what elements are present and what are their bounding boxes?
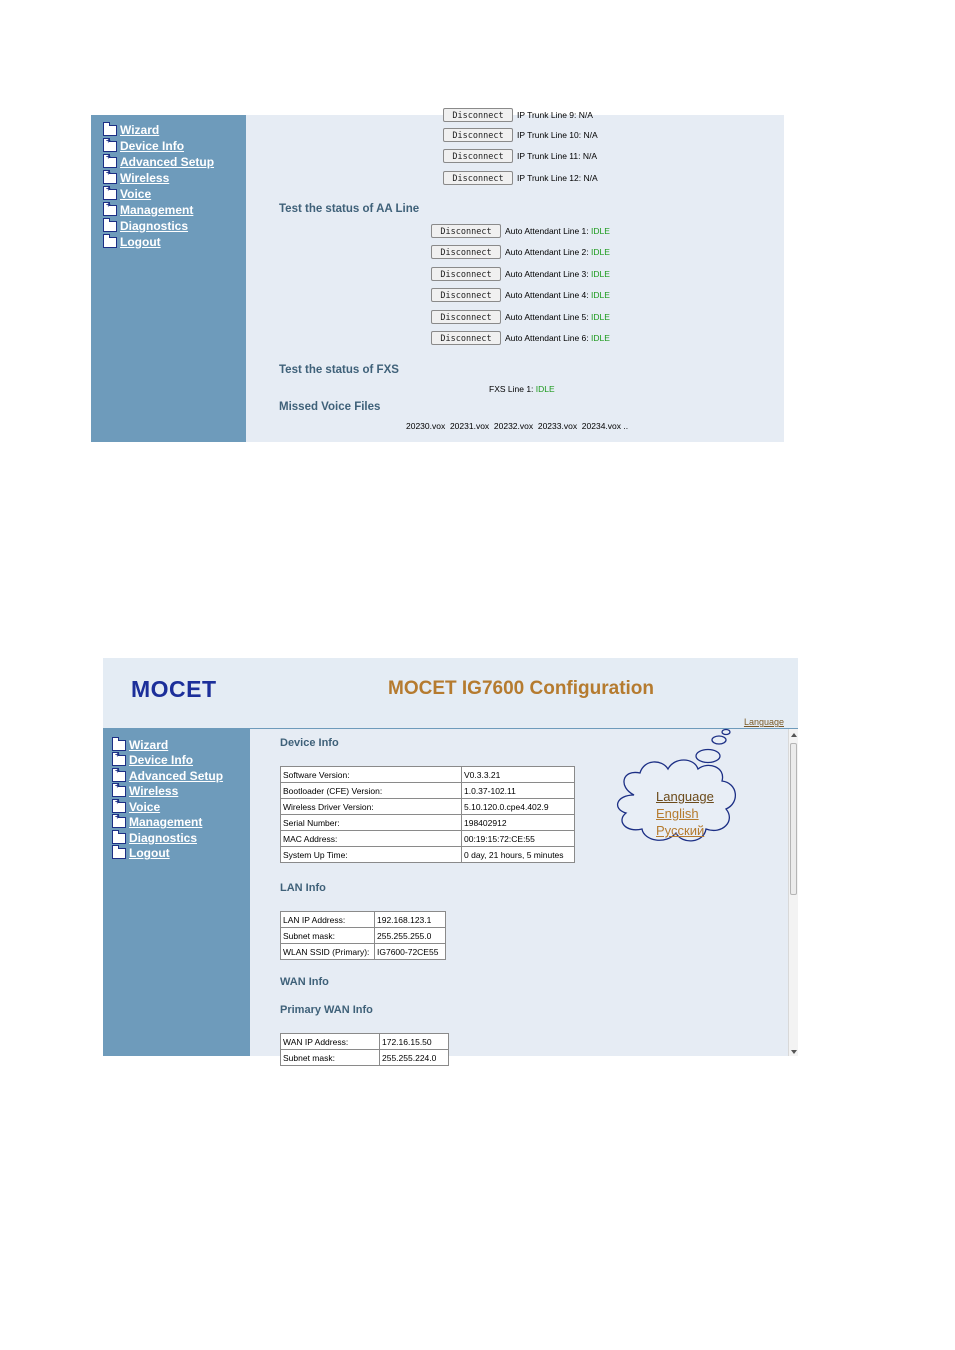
content-area bbox=[246, 110, 784, 442]
folder-plus-icon bbox=[103, 157, 117, 168]
sidebar-item-wireless[interactable] bbox=[103, 170, 214, 186]
sidebar bbox=[103, 729, 250, 1056]
sidebar-item-label[interactable]: Device Info bbox=[129, 753, 194, 768]
table-row bbox=[281, 847, 575, 863]
aa-line-label: Auto Attendant Line 1: IDLE bbox=[505, 226, 610, 236]
sidebar-item-label[interactable]: Advanced Setup bbox=[129, 768, 224, 783]
folder-icon bbox=[112, 848, 126, 859]
table-cell-label: LAN IP Address: bbox=[281, 912, 375, 928]
table-cell-value: 0 day, 21 hours, 5 minutes bbox=[462, 847, 575, 863]
table-row bbox=[281, 831, 575, 847]
folder-icon bbox=[103, 125, 117, 136]
sidebar-item-label[interactable]: Diagnostics bbox=[129, 830, 198, 845]
sidebar-item-label[interactable]: Management bbox=[120, 203, 194, 217]
language-option-russian[interactable]: Русский bbox=[656, 823, 705, 838]
ip-trunk-line-label: IP Trunk Line 11: N/A bbox=[517, 151, 598, 161]
disconnect-button[interactable]: Disconnect bbox=[431, 267, 501, 281]
disconnect-button[interactable]: Disconnect bbox=[443, 128, 513, 142]
sidebar-item-voice[interactable] bbox=[112, 799, 223, 815]
disconnect-button[interactable]: Disconnect bbox=[431, 224, 501, 238]
sidebar-item-advanced-setup[interactable] bbox=[112, 768, 223, 784]
wan-info-table bbox=[280, 1033, 449, 1066]
table-cell-label: WLAN SSID (Primary): bbox=[281, 944, 375, 960]
language-option-english[interactable]: English bbox=[656, 806, 699, 821]
scroll-thumb[interactable] bbox=[790, 743, 797, 895]
folder-plus-icon bbox=[103, 141, 117, 152]
table-row bbox=[281, 767, 575, 783]
sidebar-item-label[interactable]: Logout bbox=[120, 235, 161, 249]
table-cell-label: Bootloader (CFE) Version: bbox=[281, 783, 462, 799]
sidebar-item-advanced-setup[interactable] bbox=[103, 154, 214, 170]
folder-plus-icon bbox=[112, 786, 126, 797]
disconnect-button[interactable]: Disconnect bbox=[443, 171, 513, 185]
sidebar-item-label[interactable]: Wizard bbox=[120, 123, 160, 137]
sidebar-item-logout[interactable] bbox=[103, 234, 214, 250]
status-text: IDLE bbox=[591, 333, 610, 343]
language-link[interactable]: Language bbox=[743, 717, 784, 727]
folder-icon bbox=[112, 740, 126, 751]
sidebar-item-logout[interactable] bbox=[112, 846, 223, 862]
status-text: IDLE bbox=[591, 290, 610, 300]
table-row bbox=[281, 912, 446, 928]
sidebar-item-label[interactable]: Logout bbox=[129, 846, 170, 861]
table-cell-value: 172.16.15.50 bbox=[380, 1034, 449, 1050]
sidebar-item-label[interactable]: Wizard bbox=[129, 737, 169, 752]
status-text: IDLE bbox=[591, 226, 610, 236]
table-cell-value: IG7600-72CE55 bbox=[375, 944, 446, 960]
aa-line-label: Auto Attendant Line 4: IDLE bbox=[505, 290, 610, 300]
ip-trunk-line-label: IP Trunk Line 12: N/A bbox=[517, 173, 598, 183]
ip-trunk-line-label: IP Trunk Line 9: N/A bbox=[517, 110, 593, 120]
sidebar-item-wizard[interactable] bbox=[103, 122, 214, 138]
table-cell-value: 255.255.255.0 bbox=[375, 928, 446, 944]
wan-info-title: WAN Info bbox=[280, 976, 329, 988]
table-cell-value: 192.168.123.1 bbox=[375, 912, 446, 928]
lan-info-table bbox=[280, 911, 446, 960]
scroll-down-icon[interactable] bbox=[791, 1050, 797, 1054]
header bbox=[103, 658, 798, 728]
fxs-line-label: FXS Line 1: IDLE bbox=[489, 384, 555, 394]
logo: MOCET bbox=[131, 676, 217, 702]
folder-plus-icon bbox=[103, 205, 117, 216]
missed-voice-files-title: Missed Voice Files bbox=[279, 401, 381, 413]
table-row bbox=[281, 799, 575, 815]
folder-plus-icon bbox=[112, 817, 126, 828]
sidebar-item-label[interactable]: Wireless bbox=[120, 171, 170, 185]
cloud-bubble bbox=[722, 730, 730, 735]
status-text: IDLE bbox=[591, 269, 610, 279]
table-cell-label: Wireless Driver Version: bbox=[281, 799, 462, 815]
sidebar-item-management[interactable] bbox=[103, 202, 214, 218]
table-cell-value: 255.255.224.0 bbox=[380, 1050, 449, 1066]
voice-status-screenshot bbox=[91, 110, 784, 442]
sidebar-item-diagnostics[interactable] bbox=[112, 830, 223, 846]
sidebar-item-wireless[interactable] bbox=[112, 784, 223, 800]
fxs-title: Test the status of FXS bbox=[279, 364, 399, 376]
table-cell-label: System Up Time: bbox=[281, 847, 462, 863]
table-row bbox=[281, 1050, 449, 1066]
folder-icon bbox=[103, 221, 117, 232]
device-info-title: Device Info bbox=[280, 737, 339, 749]
aa-line-label: Auto Attendant Line 2: IDLE bbox=[505, 247, 610, 257]
folder-plus-icon bbox=[112, 771, 126, 782]
disconnect-button[interactable]: Disconnect bbox=[431, 310, 501, 324]
table-cell-label: Serial Number: bbox=[281, 815, 462, 831]
disconnect-button[interactable]: Disconnect bbox=[431, 245, 501, 259]
sidebar-item-wizard[interactable] bbox=[112, 737, 223, 753]
folder-plus-icon bbox=[112, 802, 126, 813]
aa-line-label: Auto Attendant Line 3: IDLE bbox=[505, 269, 610, 279]
sidebar-item-device-info[interactable] bbox=[112, 753, 223, 769]
disconnect-button[interactable]: Disconnect bbox=[431, 288, 501, 302]
missed-files-list: 20230.vox 20231.vox 20232.vox 20233.vox 20234.vox .. bbox=[406, 421, 629, 431]
table-cell-value: 1.0.37-102.11 bbox=[462, 783, 575, 799]
sidebar-item-label[interactable]: Advanced Setup bbox=[120, 155, 215, 169]
sidebar-item-label[interactable]: Voice bbox=[120, 187, 152, 201]
sidebar-item-management[interactable] bbox=[112, 815, 223, 831]
table-cell-label: Software Version: bbox=[281, 767, 462, 783]
disconnect-button[interactable]: Disconnect bbox=[443, 108, 513, 122]
table-row bbox=[281, 783, 575, 799]
aa-line-label: Auto Attendant Line 6: IDLE bbox=[505, 333, 610, 343]
primary-wan-info-title: Primary WAN Info bbox=[280, 1004, 373, 1016]
cloud-bubble bbox=[696, 750, 720, 763]
sidebar-item-diagnostics[interactable] bbox=[103, 218, 214, 234]
scroll-up-icon[interactable] bbox=[791, 733, 797, 737]
folder-plus-icon bbox=[112, 755, 126, 766]
table-row bbox=[281, 944, 446, 960]
table-cell-label: WAN IP Address: bbox=[281, 1034, 380, 1050]
sidebar-item-label[interactable]: Device Info bbox=[120, 139, 185, 153]
device-info-screenshot bbox=[103, 658, 798, 1063]
table-cell-value: 5.10.120.0.cpe4.402.9 bbox=[462, 799, 575, 815]
table-cell-label: Subnet mask: bbox=[281, 1050, 380, 1066]
table-cell-value: 00:19:15:72:CE:55 bbox=[462, 831, 575, 847]
language-selector bbox=[656, 788, 714, 839]
table-cell-value: 198402912 bbox=[462, 815, 575, 831]
page-title: MOCET IG7600 Configuration bbox=[388, 678, 655, 699]
sidebar-item-device-info[interactable] bbox=[103, 138, 214, 154]
sidebar-nav bbox=[103, 122, 214, 250]
folder-icon bbox=[103, 237, 117, 248]
status-text: IDLE bbox=[535, 384, 555, 394]
folder-plus-icon bbox=[103, 189, 117, 200]
lan-info-title: LAN Info bbox=[280, 882, 326, 894]
device-info-table bbox=[280, 766, 575, 863]
sidebar-item-label[interactable]: Voice bbox=[129, 799, 161, 814]
folder-plus-icon bbox=[103, 173, 117, 184]
sidebar-item-voice[interactable] bbox=[103, 186, 214, 202]
sidebar-item-label[interactable]: Wireless bbox=[129, 784, 179, 799]
language-heading[interactable]: Language bbox=[656, 789, 714, 804]
table-cell-label: Subnet mask: bbox=[281, 928, 375, 944]
sidebar-item-label[interactable]: Diagnostics bbox=[120, 219, 189, 233]
status-text: IDLE bbox=[591, 312, 610, 322]
table-cell-value: V0.3.3.21 bbox=[462, 767, 575, 783]
ip-trunk-line-label: IP Trunk Line 10: N/A bbox=[517, 130, 598, 140]
table-row bbox=[281, 1034, 449, 1050]
status-text: IDLE bbox=[591, 247, 610, 257]
table-row bbox=[281, 815, 575, 831]
table-cell-label: MAC Address: bbox=[281, 831, 462, 847]
sidebar-nav bbox=[112, 737, 223, 861]
vertical-scrollbar[interactable] bbox=[788, 729, 798, 1056]
aa-line-title: Test the status of AA Line bbox=[279, 203, 420, 215]
disconnect-button[interactable]: Disconnect bbox=[443, 149, 513, 163]
folder-icon bbox=[112, 833, 126, 844]
table-row bbox=[281, 928, 446, 944]
content-area bbox=[250, 729, 788, 1063]
cloud-bubble bbox=[712, 736, 726, 744]
disconnect-button[interactable]: Disconnect bbox=[431, 331, 501, 345]
aa-line-label: Auto Attendant Line 5: IDLE bbox=[505, 312, 610, 322]
sidebar-item-label[interactable]: Management bbox=[129, 815, 203, 830]
sidebar bbox=[91, 115, 246, 442]
